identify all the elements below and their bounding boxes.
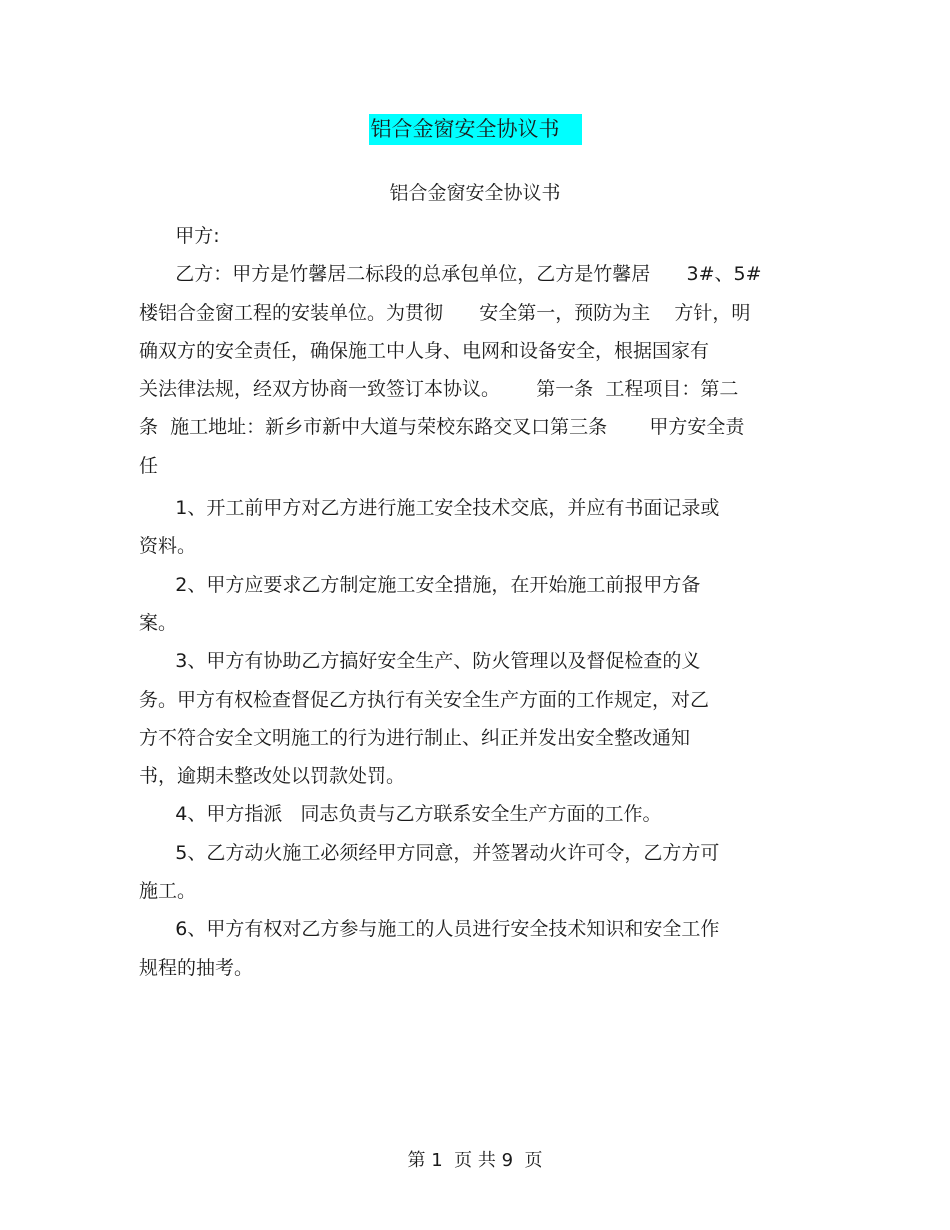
text-line: 2、甲方应要求乙方制定施工安全措施，在开始施工前报甲方备 (139, 573, 701, 596)
text-line: 资料。 (139, 535, 197, 558)
text-line: 3、甲方有协助乙方搞好安全生产、防火管理以及督促检查的义 (139, 650, 701, 673)
text-line: 施工。 (139, 880, 197, 903)
highlighted-header-title: 铝合金窗安全协议书 (369, 114, 582, 145)
text-line: 关法律法规，经双方协商一致签订本协议。 第一条 工程项目：第二 (139, 378, 739, 401)
text-line: 6、甲方有权对乙方参与施工的人员进行安全技术知识和安全工作 (139, 918, 720, 941)
document-title: 铝合金窗安全协议书 (389, 182, 561, 204)
text-line: 书，逾期未整改处以罚款处罚。 (139, 765, 406, 788)
page-number: 第 1 页 共 9 页 (407, 1150, 543, 1171)
text-line: 规程的抽考。 (139, 956, 254, 979)
text-line: 1、开工前甲方对乙方进行施工安全技术交底，并应有书面记录或 (139, 497, 720, 520)
text-line: 5、乙方动火施工必须经甲方同意，并签署动火许可令，乙方方可 (139, 841, 720, 864)
text-line: 确双方的安全责任，确保施工中人身、电网和设备安全，根据国家有 (139, 339, 710, 362)
text-line: 楼铝合金窗工程的安装单位。为贯彻 安全第一，预防为主 方针，明 (139, 301, 751, 324)
text-line: 甲方: (139, 225, 220, 247)
text-line: 方不符合安全文明施工的行为进行制止、纠正并发出安全整改通知 (139, 726, 691, 749)
text-line: 务。甲方有权检查督促乙方执行有关安全生产方面的工作规定，对乙 (139, 688, 710, 711)
text-line: 任 (139, 454, 159, 477)
header-title-container (0, 114, 950, 145)
text-line: 案。 (139, 611, 178, 634)
page-footer (0, 1148, 950, 1174)
text-line: 4、甲方指派 同志负责与乙方联系安全生产方面的工作。 (139, 803, 662, 826)
document-body (139, 217, 804, 987)
text-line: 乙方：甲方是竹馨居二标段的总承包单位，乙方是竹馨居 3#、5# (139, 263, 762, 286)
text-line: 条 施工地址：新乡市新中大道与荣校东路交叉口第三条 甲方安全责 (139, 416, 745, 439)
